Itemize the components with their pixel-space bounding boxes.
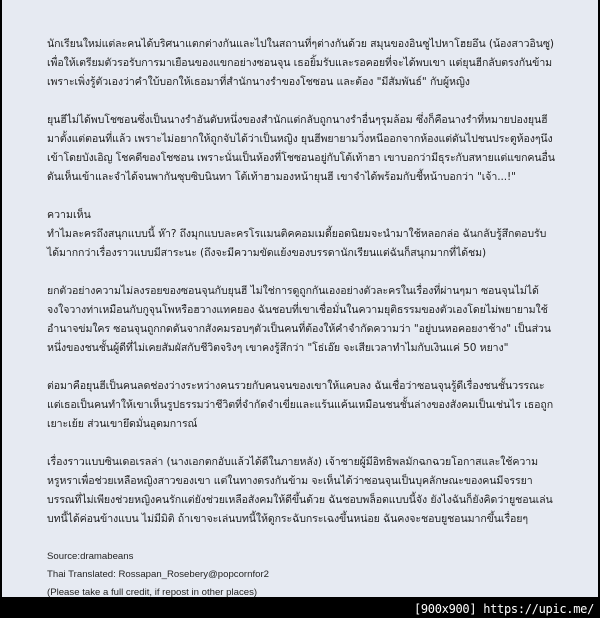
summary-paragraph-1: นักเรียนใหม่แต่ละคนได้บริศนาแตกต่างกันและไปในสถานที่ๆต่างกันด้วย สมุนของอินซูไปหาโฮยอึน (น้องสาวอินซู) เพื่อให้เตรียมตัวรอรับการมาเยือนของแขกอย่างซอนจุน เธอยิ้มรับและรอคอยที่จะได้พบเขา แต่ยุนฮีกลับตรงกันข้ามเพราะเพิ่งรู้ตัวเองว่าคำใบ้บอกให้เธอมาที่สำนักนางรำของโชซอน และต้อง "มีสัมพันธ์" กับผู้หญิง xyxy=(47,38,554,88)
repost-note: (Please take a full credit, if repost in other places) xyxy=(47,587,258,598)
document-panel xyxy=(2,0,598,597)
comment-paragraph-1: ทำไมละครถึงสนุกแบบนี้ ห๊า? ถึงมุกแบบละครโรแมนติคคอมเมดี้ยอดนิยมจะนำมาใช้หลอกล่อ ฉันกลับรู้สึกตอบรับได้มากกว่าเรื่องราวแบบมีสาระนะ (ถึงจะมีความขัดแย้งของบรรดานักเรียนแต่ฉันก็สนุกมากที่ได้ชม) xyxy=(47,228,547,259)
image-host-watermark: [900x900] https://upic.me/ xyxy=(413,602,594,616)
summary-paragraph-2: ยุนฮีไม่ได้พบโชซอนซึ่งเป็นนางรำอันดับหนึ่งของสำนักแต่กลับถูกนางรำอื่นๆรุมล้อม ซึ่งก็คือนางรำที่หมายปองยุนฮีมาตั้งแต่ตอนที่แล้ว เพราะไม่อยากให้ถูกจับได้ว่าเป็นหญิง ยุนฮีพยายามวิ่งหนีออกจากห้องแต่ดันไปชนประตูห้องๆนึงเข้าโดยบังเอิญ โชคดีของโชซอน เพราะนั่นเป็นห้องที่โชซอนอยู่กับโต้เท้าฮา เขาบอกว่ามีธุระกับสหายแต่แขกคนอื่นดันเห็นเข้าและจำได้จนพากันซุบซิบนินทา โต้เท้าฮามองหน้ายุนฮี เขาจำได้พร้อมกับชี้หน้าบอกว่า "เจ้า...!" xyxy=(47,114,555,183)
credits-block xyxy=(47,548,558,602)
source-credit: Source:dramabeans xyxy=(47,551,134,562)
comment-paragraph-2: ยกตัวอย่างความไม่ลงรอยของซอนจุนกับยุนฮี ไม่ใช่การดูถูกกันเองอย่างตัวละครในเรื่องที่ผ่านๆมา ซอนจุนไม่ได้จงใจวางท่าเหมือนกับกูจุนโพหรือฮวางแทคยอง ฉันชอบที่เขาเชื่อมั่นในความยุติธรรมของตัวเองโดยไม่พยายามใช้อำนาจข่มใคร ซอนจุนถูกกดดันจากสังคมรอบๆตัวเป็นคนที่ต้องให้คำจำกัดความว่า "อยู่บนหอคอยงาช้าง" เป็นส่วนหนึ่งของชนชั้นผู้ดีที่ไม่เคยสัมผัสกับชีวิตจริงๆ เขาคงรู้สึกว่า "โธ่เอ๊ย จะเสียเวลาทำไมกับเงินแค่ 50 หยาง" xyxy=(47,285,551,354)
comment-paragraph-3: ต่อมาคือยุนฮีเป็นคนลดช่องว่างระหว่างคนรวยกับคนจนของเขาให้แคบลง ฉันเชื่อว่าซอนจุนรู้ดีเรื่องชนชั้นวรรณะ แต่เธอเป็นคนทำให้เขาเห็นรูปธรรมว่าชีวิตที่จำกัดจำเขี่ยและแร้นแค้นเหมือนชนชั้นล่างของสังคมเป็นเช่นไร เธอถูกเยาะเย้ย ส่วนเขายึดมั่นอุดมการณ์ xyxy=(47,380,554,430)
translator-credit: Thai Translated: Rossapan_Rosebery@popcornfor2 xyxy=(47,569,269,580)
comment-heading: ความเห็น xyxy=(47,209,91,221)
comment-paragraph-4: เรื่องราวแบบซินเดอเรลล่า (นางเอกตกอับแล้วได้ดีในภายหลัง) เจ้าชายผู้มีอิทธิพลมักฉกฉวยโอกาสและใช้ความหรูหราเพื่อช่วยเหลือหญิงสาวของเขา แต่ในทางตรงกันข้าม จะเห็นได้ว่าซอนจุนเป็นบุคลักษณะของคนมีจรรยาบรรณที่ไม่เพียงช่วยหญิงคนรักแต่ยังช่วยเหลือสังคมให้ดีขึ้นด้วย ฉันชอบพล็อตแบบนี้จัง ยังไงฉันก็ยังคิดว่ายูชอนเล่นบทนี้ได้ค่อนข้างแบน ไม่มีมิติ ถ้าเขาจะเล่นบทนี้ให้ดูกระฉับกระเฉงขึ้นหน่อย ฉันคงจะชอบยูชอนมากขึ้นเรื่อยๆ xyxy=(47,456,553,525)
